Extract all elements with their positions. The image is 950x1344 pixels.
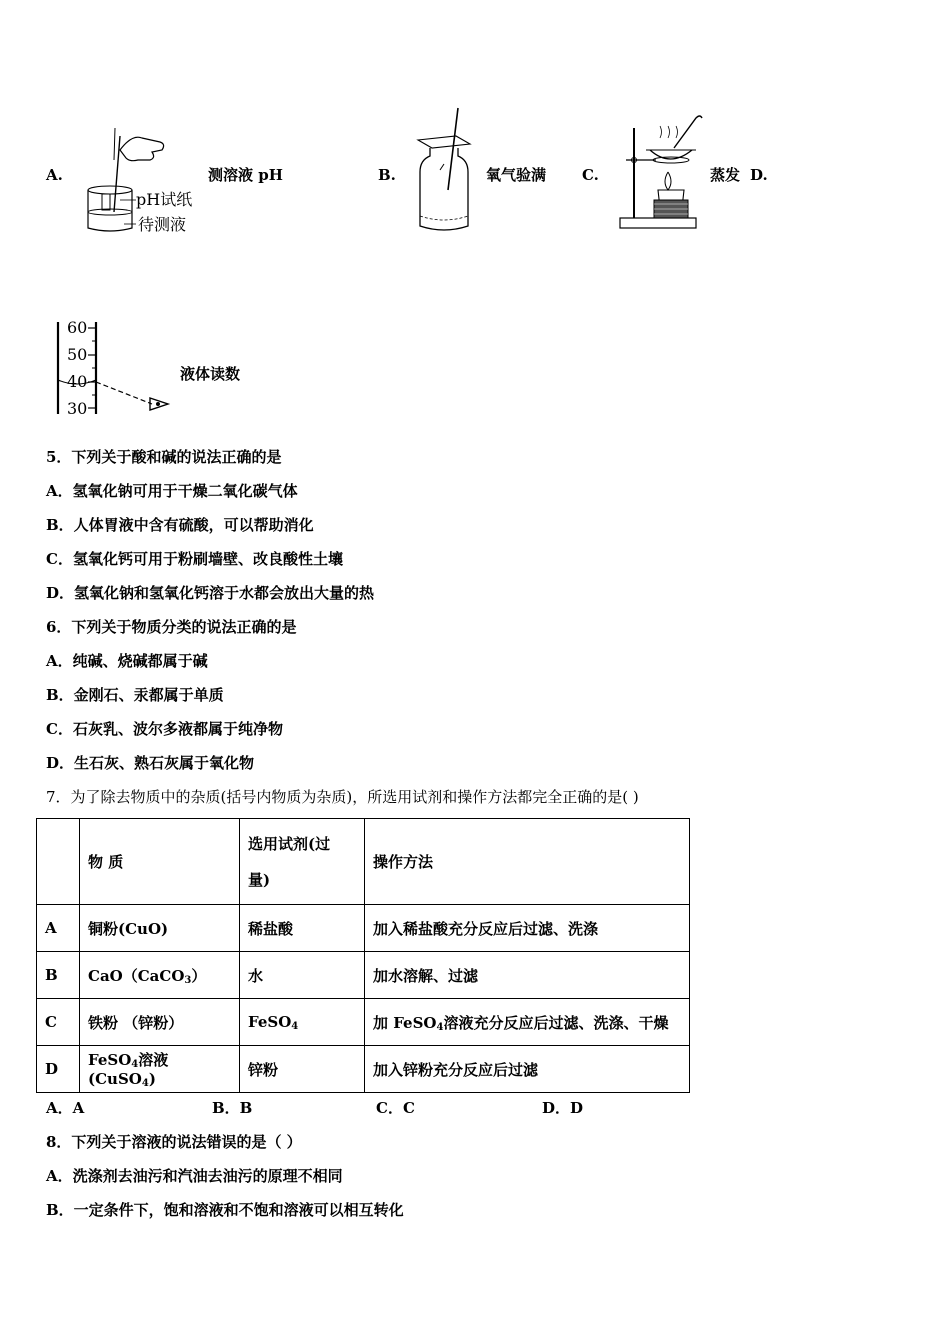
table-row (37, 905, 690, 952)
table-row (37, 1046, 690, 1093)
table-row (37, 952, 690, 999)
q5-option-c: C．氢氧化钙可用于粉刷墙壁、改良酸性土壤 (46, 550, 343, 568)
row-reagent: 水 (240, 952, 365, 999)
q6-option-d: D．生石灰、熟石灰属于氧化物 (46, 754, 255, 772)
table-header-row (37, 819, 690, 905)
ph-paper-label: pH试纸 (136, 190, 193, 209)
q7-answer-c: C．C (376, 1099, 415, 1117)
table-header-reagent (240, 819, 365, 905)
option-b-caption: 氧气验满 (486, 166, 547, 184)
table-header-key (37, 819, 80, 905)
row-key: D (37, 1046, 80, 1093)
row-method: 加水溶解、过滤 (365, 952, 690, 999)
row-key: B (37, 952, 80, 999)
row-reagent: 稀盐酸 (240, 905, 365, 952)
oxygen-check-figure (410, 106, 480, 236)
table-header-method: 操作方法 (365, 819, 690, 905)
q5-stem: 5．下列关于酸和碱的说法正确的是 (46, 448, 282, 466)
row-reagent: FeSO$_4$ (240, 999, 365, 1046)
q6-option-b: B．金刚石、汞都属于单质 (46, 686, 224, 704)
q5-option-d: D．氢氧化钠和氢氧化钙溶于水都会放出大量的热 (46, 584, 375, 602)
q8-option-b: B．一定条件下，饱和溶液和不饱和溶液可以相互转化 (46, 1201, 404, 1219)
q8-option-a: A．洗涤剂去油污和汽油去油污的原理不相同 (46, 1167, 343, 1185)
option-a-caption: 测溶液 pH (208, 166, 283, 184)
q7-answer-d: D．D (542, 1099, 584, 1117)
q5-option-a: A．氢氧化钠可用于干燥二氧化碳气体 (46, 482, 298, 500)
row-key: C (37, 999, 80, 1046)
row-substance: FeSO$_4$溶液(CuSO$_4$) (80, 1046, 240, 1093)
q6-option-a: A．纯碱、烧碱都属于碱 (46, 652, 208, 670)
row-method: 加 FeSO$_4$溶液充分反应后过滤、洗涤、干燥 (365, 999, 690, 1046)
table-header-reagent-line2: 量) (248, 870, 271, 889)
test-liquid-label: 待测液 (138, 215, 187, 234)
tick-label-60: 60 (67, 318, 88, 337)
row-substance: 铁粉 （锌粉） (80, 999, 240, 1046)
q7-stem: 7．为了除去物质中的杂质(括号内物质为杂质)，所选用试剂和操作方法都完全正确的是( ) (46, 788, 639, 806)
tick-label-50: 50 (67, 345, 88, 364)
q8-stem: 8．下列关于溶液的说法错误的是（ ） (46, 1133, 302, 1151)
q7-answer-b: B．B (212, 1099, 253, 1117)
q6-stem: 6．下列关于物质分类的说法正确的是 (46, 618, 297, 636)
option-a-letter: A. (46, 166, 63, 184)
option-d-letter: D. (750, 166, 768, 184)
row-substance: 铜粉(CuO) (80, 905, 240, 952)
q5-option-b: B．人体胃液中含有硫酸，可以帮助消化 (46, 516, 314, 534)
row-substance: CaO（CaCO$_3$） (80, 952, 240, 999)
table-header-reagent-line1: 选用试剂(过 (248, 834, 331, 853)
row-reagent: 锌粉 (240, 1046, 365, 1093)
table-row (37, 999, 690, 1046)
table-header-substance: 物 质 (80, 819, 240, 905)
evaporation-figure (616, 108, 710, 234)
option-b-letter: B. (378, 166, 396, 184)
liquid-reading-figure (46, 318, 176, 418)
row-method: 加入稀盐酸充分反应后过滤、洗涤 (365, 905, 690, 952)
option-c-letter: C. (582, 166, 599, 184)
q6-option-c: C．石灰乳、波尔多液都属于纯净物 (46, 720, 283, 738)
row-method: 加入锌粉充分反应后过滤 (365, 1046, 690, 1093)
option-c-caption: 蒸发 (710, 166, 741, 184)
q7-options-table (36, 818, 690, 1093)
tick-label-30: 30 (67, 399, 88, 418)
tick-label-40: 40 (67, 372, 88, 391)
row-key: A (37, 905, 80, 952)
q7-answer-a: A．A (46, 1099, 85, 1117)
option-d-caption: 液体读数 (180, 365, 241, 383)
